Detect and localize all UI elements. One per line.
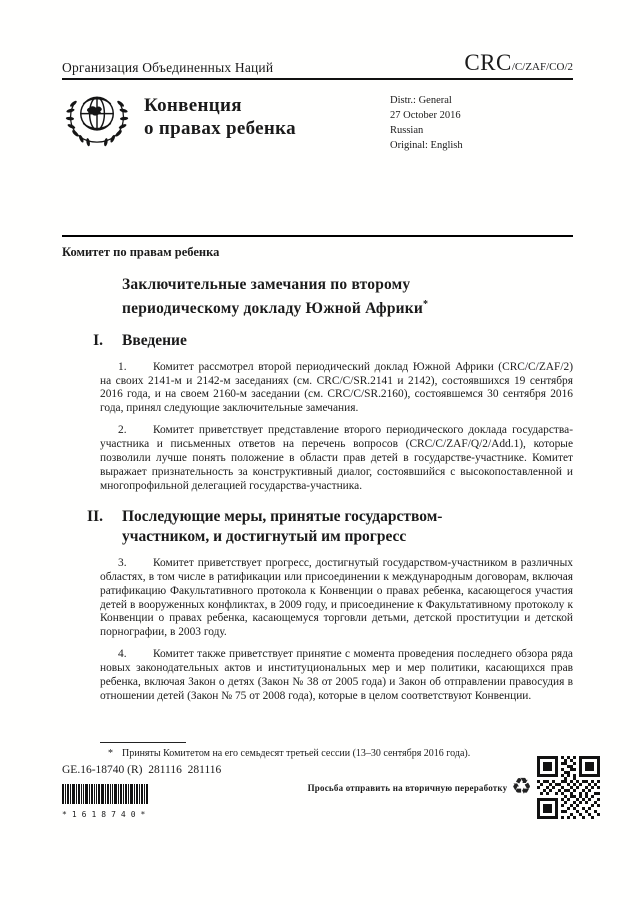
paragraph-number: 1. xyxy=(118,360,127,373)
paragraph-number: 3. xyxy=(118,556,127,569)
recycle-icon: ♻ xyxy=(511,774,532,800)
title-footnote-marker: * xyxy=(423,298,429,310)
distr-date: 27 October 2016 xyxy=(390,109,461,121)
section-1-paragraphs xyxy=(100,361,573,494)
paragraph-text: Комитет приветствует представление второго периодического доклада государства-участника и письменных ответов на перечень вопросов (CRC/C/ZAF/Q/2/Add.1), которые позволили лучше понять положение в области прав детей в государстве-участнике. Комитет выражает признательность за конструктивный диалог, состоявшийся с высокопоставленной и многопрофильной делегацией государства-участника. xyxy=(100,424,573,492)
convention-title-line2: о правах ребенка xyxy=(144,118,296,140)
section-heading-2 xyxy=(62,507,573,548)
section-heading-text: Последующие меры, принятые государством-участником, и достигнутый им прогресс xyxy=(122,507,443,546)
masthead xyxy=(62,0,573,80)
document-title xyxy=(122,275,573,318)
paragraph-number: 2. xyxy=(118,424,127,437)
paragraph-text: Комитет приветствует прогресс, достигнутый государством-участником в различных областях, в том числе в ратификации или присоединении к международным договорам, включая ратификацию Факультативного протокола к Конвенции о правах ребенка, касающегося участия детей в вооруженных конфликтах, в 2009 году, и присоединение к Факультативному протоколу к Конвенции о правах ребенка, касающемуся торговли детьми, детской проституции и детской порнографии, в 2003 году. xyxy=(100,556,573,639)
barcode-block xyxy=(62,784,152,819)
section-numeral: II. xyxy=(87,507,103,525)
section-2-paragraphs xyxy=(100,557,573,704)
paragraph xyxy=(100,361,573,417)
paragraph-number: 4. xyxy=(118,648,127,661)
footnote-marker: * xyxy=(108,748,113,759)
section-heading-1 xyxy=(62,331,573,352)
section-divider xyxy=(62,235,573,237)
un-emblem-icon xyxy=(62,89,134,157)
qr-code-icon xyxy=(537,756,600,819)
recycle-note: Просьба отправить на вторичную переработку xyxy=(307,782,508,793)
paragraph-text: Комитет рассмотрел второй периодический доклад Южной Африки (CRC/C/ZAF/2) на своих 2141-м и 2142-м заседаниях (см. CRC/C/SR.2141 и 2142), состоявшихся 19 сентября 2016 года, и на своем 2160-м заседании (см. CRC/C/SR.2160), состоявшемся 30 сентября 2016 года, принял следующие заключительные замечания. xyxy=(100,360,573,415)
paragraph xyxy=(100,557,573,640)
section-heading-text: Введение xyxy=(122,332,187,350)
org-name: Организация Объединенных Наций xyxy=(62,60,274,75)
footnote-separator xyxy=(100,742,186,743)
committee-label: Комитет по правам ребенка xyxy=(62,245,220,259)
recycle-row xyxy=(308,756,600,819)
section-numeral: I. xyxy=(93,332,103,350)
distribution-block xyxy=(390,89,463,157)
doc-symbol: CRC/C/ZAF/CO/2 xyxy=(464,50,573,75)
ge-number: GE.16-18740 (R) 281116 281116 xyxy=(62,764,222,776)
paragraph xyxy=(100,424,573,494)
convention-title-line1: Конвенция xyxy=(144,95,242,116)
paragraph xyxy=(100,648,573,704)
paragraph-text: Комитет также приветствует принятие с момента проведения последнего обзора ряда новых законодательных актов и институциональных мер и мер политики, касающихся прав ребенка, включая Закон о детях (Закон № 38 от 2005 года) и Закон об отправлении правосудия в отношении детей (Закон № 75 от 2008 года), которые в целом соответствуют Конвенции. xyxy=(100,648,573,702)
convention-title xyxy=(144,89,370,157)
document-title-line1: Заключительные замечания по второму xyxy=(122,276,411,293)
distr-original: Original: English xyxy=(390,139,463,151)
barcode-icon xyxy=(62,784,150,804)
title-banner xyxy=(62,89,573,157)
document-title-line2: периодическому докладу Южной Африки xyxy=(122,299,424,317)
distr-line: Distr.: General xyxy=(390,95,452,106)
distr-language: Russian xyxy=(390,124,424,136)
barcode-text: *1618740* xyxy=(62,810,151,819)
footnote-text: Приняты Комитетом на его семьдесят третьей сессии (13–30 сентября 2016 года). xyxy=(122,748,471,759)
